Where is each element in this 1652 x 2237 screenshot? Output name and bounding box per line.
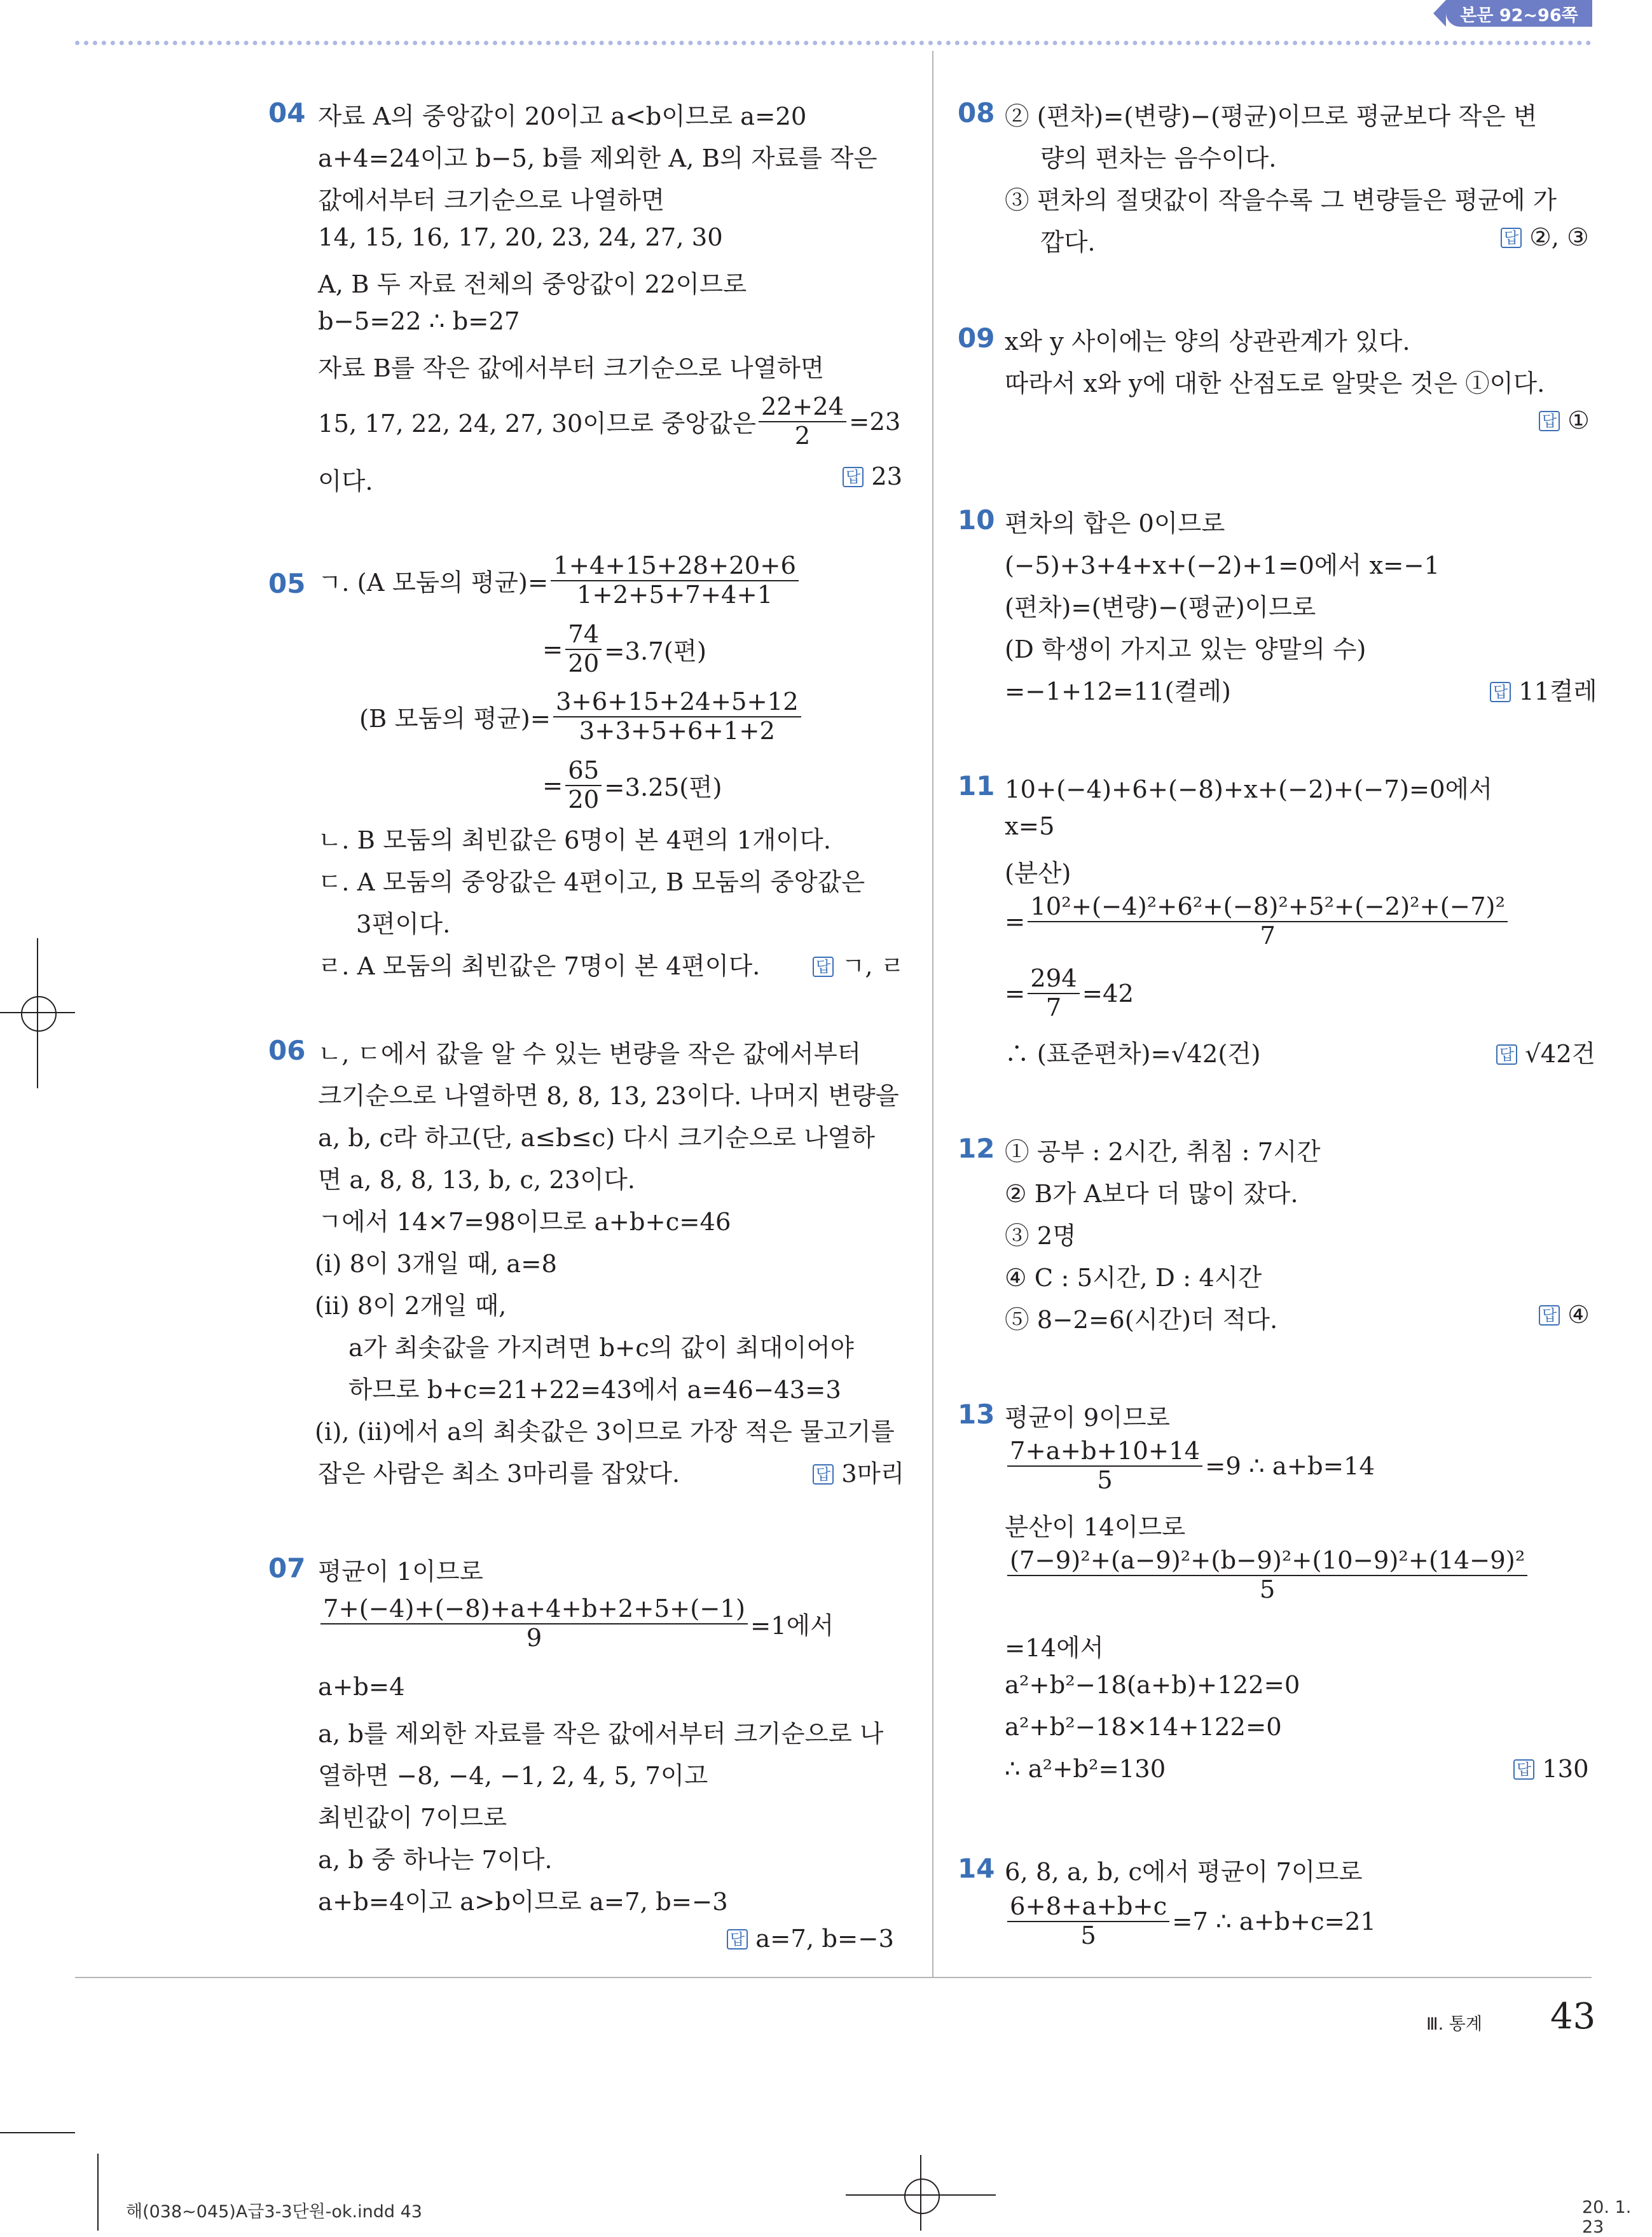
- variance-equation: [1005, 1547, 1530, 1605]
- denominator: 7: [1045, 994, 1062, 1023]
- fraction: [320, 1595, 748, 1653]
- denominator: 9: [526, 1624, 542, 1653]
- answer: [1539, 406, 1590, 435]
- text-segment: =23: [849, 407, 901, 436]
- text-line: ㄴ, ㄷ에서 값을 알 수 있는 변량을 작은 값에서부터: [318, 1040, 861, 1069]
- text-line: a²+b²−18×14+122=0: [1005, 1713, 1282, 1742]
- text-line: ㄴ. B 모둠의 최빈값은 6명이 본 4편의 1개이다.: [318, 826, 831, 855]
- problem-number: 08: [958, 97, 995, 128]
- text-line: a²+b²−18(a+b)+122=0: [1005, 1671, 1300, 1700]
- print-date: 20. 1. 23: [1582, 2198, 1632, 2237]
- fraction: [759, 393, 846, 451]
- text-line: 깝다.: [1040, 228, 1096, 257]
- text-line: a, b, c라 하고(단, a≤b≤c) 다시 크기순으로 나열하: [318, 1124, 875, 1153]
- text-line: ㄷ. A 모둠의 중앙값은 4편이고, B 모둠의 중앙값은: [318, 868, 865, 897]
- text-line: (편차)=(변량)−(평균)이므로: [1005, 593, 1316, 622]
- text-line: 하므로 b+c=21+22=43에서 a=46−43=3: [348, 1376, 841, 1404]
- fraction: [565, 621, 602, 679]
- text-line: =14에서: [1005, 1634, 1104, 1663]
- text-line: 평균이 1이므로: [318, 1558, 483, 1586]
- variance-equation: [1005, 893, 1510, 951]
- fraction: [1028, 893, 1508, 951]
- text-segment: =7 ∴ a+b+c=21: [1172, 1907, 1376, 1936]
- text-line: ∴ a²+b²=130: [1005, 1755, 1166, 1783]
- answer: [727, 1925, 894, 1953]
- answer-value: 11켤레: [1518, 677, 1597, 706]
- fraction: [1007, 1437, 1202, 1495]
- text-segment: (B 모둠의 평균)=: [359, 704, 551, 733]
- mean-a-line: [318, 552, 801, 610]
- mean-b-result: [542, 757, 722, 815]
- text-line: a, b를 제외한 자료를 작은 값에서부터 크기순으로 나: [318, 1720, 884, 1749]
- answer-value: ㄱ, ㄹ: [841, 952, 905, 981]
- text-line: 면 a, 8, 8, 13, b, c, 23이다.: [318, 1166, 636, 1195]
- text-line: a+b=4: [318, 1673, 405, 1701]
- answer: [1539, 1301, 1590, 1329]
- text-line: (ⅰ) 8이 3개일 때, a=8: [315, 1250, 558, 1278]
- text-line: a+b=4이고 a>b이므로 a=7, b=−3: [318, 1888, 728, 1916]
- text-segment: =3.7(편): [604, 637, 706, 666]
- text-line: ① 공부 : 2시간, 취침 : 7시간: [1005, 1138, 1321, 1167]
- fraction: [565, 757, 602, 815]
- denominator: 1+2+5+7+4+1: [576, 581, 773, 610]
- text-line: 분산이 14이므로: [1005, 1513, 1186, 1542]
- text-line: ㄱ에서 14×7=98이므로 a+b+c=46: [318, 1208, 731, 1236]
- numerator: 7+(−4)+(−8)+a+4+b+2+5+(−1): [320, 1595, 748, 1624]
- fraction: [1007, 1547, 1527, 1605]
- answer: [843, 462, 902, 491]
- answer-value: ②, ③: [1529, 223, 1589, 252]
- text-line: (분산): [1005, 859, 1071, 888]
- registration-circle: [21, 996, 57, 1032]
- denominator: 2: [794, 422, 811, 451]
- mean-equation: [1005, 1437, 1375, 1495]
- denominator: 5: [1259, 1576, 1276, 1605]
- footer-rule: [75, 1977, 1592, 1978]
- fraction: [1028, 965, 1080, 1023]
- answer: [813, 947, 904, 982]
- problem-number: 05: [268, 568, 306, 599]
- text-line: 최빈값이 7이므로: [318, 1804, 507, 1832]
- text-line: ③ 편차의 절댓값이 작을수록 그 변량들은 평균에 가: [1005, 186, 1557, 215]
- problem-number: 14: [958, 1853, 995, 1884]
- page-number: 43: [1550, 1996, 1596, 2037]
- text-line: 6, 8, a, b, c에서 평균이 7이므로: [1005, 1858, 1363, 1887]
- text-line: ⑤ 8−2=6(시간)더 적다.: [1005, 1306, 1278, 1334]
- numerator: 10²+(−4)²+6²+(−8)²+5²+(−2)²+(−7)²: [1028, 893, 1508, 922]
- answer-badge: 답: [1539, 411, 1560, 431]
- answer-badge: 답: [1490, 682, 1511, 702]
- denominator: 20: [568, 649, 600, 679]
- text-line: (ⅱ) 8이 2개일 때,: [315, 1292, 507, 1320]
- answer: [813, 1455, 904, 1490]
- text-line: ④ C : 5시간, D : 4시간: [1005, 1264, 1262, 1292]
- denominator: 20: [568, 786, 600, 815]
- mean-b-line: [359, 688, 804, 746]
- answer-badge: 답: [813, 957, 834, 977]
- text-line: a+4=24이고 b−5, b를 제외한 A, B의 자료를 작은: [318, 144, 878, 173]
- text-line: a, b 중 하나는 7이다.: [318, 1846, 553, 1874]
- file-info: 해(038~045)A급3-3단원-ok.indd 43: [126, 2202, 422, 2222]
- section-label: Ⅲ. 통계: [1426, 2014, 1482, 2034]
- page-range-tab: 본문 92~96쪽: [1446, 0, 1592, 27]
- mean-a-result: [542, 621, 706, 679]
- text-line: 따라서 x와 y에 대한 산점도로 알맞은 것은 ①이다.: [1005, 370, 1545, 398]
- numerator: 74: [565, 621, 602, 650]
- text-line: 14, 15, 16, 17, 20, 23, 24, 27, 30: [318, 223, 723, 252]
- numerator: 6+8+a+b+c: [1007, 1893, 1169, 1922]
- crop-mark: [0, 2132, 75, 2133]
- numerator: 294: [1028, 965, 1080, 994]
- problem-number: 13: [958, 1399, 995, 1430]
- answer-badge: 답: [1513, 1759, 1534, 1780]
- variance-result: [1005, 965, 1134, 1023]
- text-line: ② B가 A보다 더 많이 잤다.: [1005, 1180, 1298, 1209]
- text-line: 열하면 −8, −4, −1, 2, 4, 5, 7이고: [318, 1762, 708, 1790]
- crop-mark: [97, 2154, 99, 2231]
- denominator: 7: [1260, 922, 1276, 951]
- column-divider: [932, 51, 933, 1977]
- registration-circle: [904, 2178, 940, 2214]
- text-line: 평균이 9이므로: [1005, 1404, 1170, 1432]
- text-line: (ⅰ), (ⅱ)에서 a의 최솟값은 3이므로 가장 적은 물고기를: [315, 1418, 895, 1446]
- problem-number: 12: [958, 1133, 995, 1164]
- answer-badge: 답: [1501, 228, 1522, 248]
- answer: [1490, 672, 1597, 707]
- text-segment: =3.25(편): [604, 773, 722, 802]
- numerator: 3+6+15+24+5+12: [553, 688, 801, 717]
- text-segment: =: [1005, 907, 1026, 936]
- answer-value: √42건: [1525, 1040, 1595, 1069]
- numerator: 65: [565, 757, 602, 786]
- denominator: 5: [1097, 1466, 1113, 1495]
- text-line: 3편이다.: [356, 910, 451, 939]
- text-line: 크기순으로 나열하면 8, 8, 13, 23이다. 나머지 변량을: [318, 1082, 899, 1111]
- header-dotted-rule: [75, 41, 1592, 45]
- text-line: 편차의 합은 0이므로: [1005, 509, 1225, 538]
- problem-number: 10: [958, 504, 995, 536]
- problem-number: 04: [268, 97, 306, 128]
- text-segment: =1에서: [750, 1611, 834, 1640]
- text-line: =−1+12=11(켤레): [1005, 677, 1231, 706]
- answer-value: a=7, b=−3: [755, 1925, 895, 1953]
- text-line: 10+(−4)+6+(−8)+x+(−2)+(−7)=0에서: [1005, 775, 1493, 804]
- text-line: b−5=22 ∴ b=27: [318, 307, 520, 336]
- numerator: (7−9)²+(a−9)²+(b−9)²+(10−9)²+(14−9)²: [1007, 1547, 1527, 1576]
- text-segment: =: [542, 771, 563, 800]
- text-line: a가 최솟값을 가지려면 b+c의 값이 최대이어야: [348, 1334, 854, 1362]
- text-line: (D 학생이 가지고 있는 양말의 수): [1005, 635, 1366, 664]
- answer-value: 3마리: [841, 1460, 905, 1488]
- answer-badge: 답: [1496, 1044, 1517, 1065]
- problem-number: 07: [268, 1553, 306, 1584]
- answer-value: ④: [1567, 1301, 1590, 1329]
- answer: [1513, 1755, 1589, 1783]
- numerator: 22+24: [759, 393, 846, 422]
- problem-number: 06: [268, 1035, 306, 1066]
- answer-badge: 답: [1539, 1305, 1560, 1326]
- text-line: ∴ (표준편차)=√42(건): [1005, 1040, 1261, 1069]
- text-line: 잡은 사람은 최소 3마리를 잡았다.: [318, 1460, 680, 1488]
- problem-number: 09: [958, 322, 995, 354]
- text-segment: =: [542, 635, 563, 664]
- fraction: [553, 688, 801, 746]
- text-segment: =42: [1082, 979, 1134, 1008]
- fraction: [1007, 1893, 1169, 1951]
- text-line: ③ 2명: [1005, 1222, 1077, 1250]
- answer-badge: 답: [843, 467, 864, 487]
- text-line: 이다.: [318, 467, 373, 496]
- answer-value: 23: [871, 462, 903, 491]
- fraction: [551, 552, 799, 610]
- text-line: A, B 두 자료 전체의 중앙값이 22이므로: [318, 270, 747, 299]
- text-segment: =9 ∴ a+b=14: [1205, 1451, 1375, 1481]
- answer: [1501, 223, 1589, 252]
- answer-value: 130: [1542, 1755, 1589, 1783]
- mean-equation: [1005, 1893, 1376, 1951]
- numerator: 1+4+15+28+20+6: [551, 552, 799, 581]
- text-line: 자료 B를 작은 값에서부터 크기순으로 나열하면: [318, 354, 825, 383]
- text-segment: 15, 17, 22, 24, 27, 30이므로 중앙값은: [318, 409, 756, 438]
- text-line: 량의 편차는 음수이다.: [1040, 144, 1277, 173]
- text-line: 자료 A의 중앙값이 20이고 a<b이므로 a=20: [318, 102, 807, 131]
- text-segment: =: [1005, 979, 1026, 1008]
- text-line: x=5: [1005, 812, 1055, 841]
- text-line: 값에서부터 크기순으로 나열하면: [318, 186, 665, 215]
- text-line: ② (편차)=(변량)−(평균)이므로 평균보다 작은 변: [1005, 102, 1538, 131]
- problem-number: 11: [958, 770, 995, 801]
- answer-value: ①: [1567, 406, 1590, 435]
- mean-equation: [318, 1595, 834, 1653]
- text-line: (−5)+3+4+x+(−2)+1=0에서 x=−1: [1005, 551, 1440, 580]
- numerator: 7+a+b+10+14: [1007, 1437, 1202, 1467]
- denominator: 5: [1080, 1922, 1096, 1951]
- answer-badge: 답: [727, 1929, 748, 1950]
- text-line: ㄹ. A 모둠의 최빈값은 7명이 본 4편이다.: [318, 952, 761, 981]
- answer-badge: 답: [813, 1464, 834, 1485]
- denominator: 3+3+5+6+1+2: [579, 717, 776, 746]
- answer: [1496, 1035, 1595, 1070]
- median-line: [318, 393, 900, 451]
- text-line: x와 y 사이에는 양의 상관관계가 있다.: [1005, 328, 1410, 356]
- text-segment: ㄱ. (A 모둠의 평균)=: [318, 568, 549, 597]
